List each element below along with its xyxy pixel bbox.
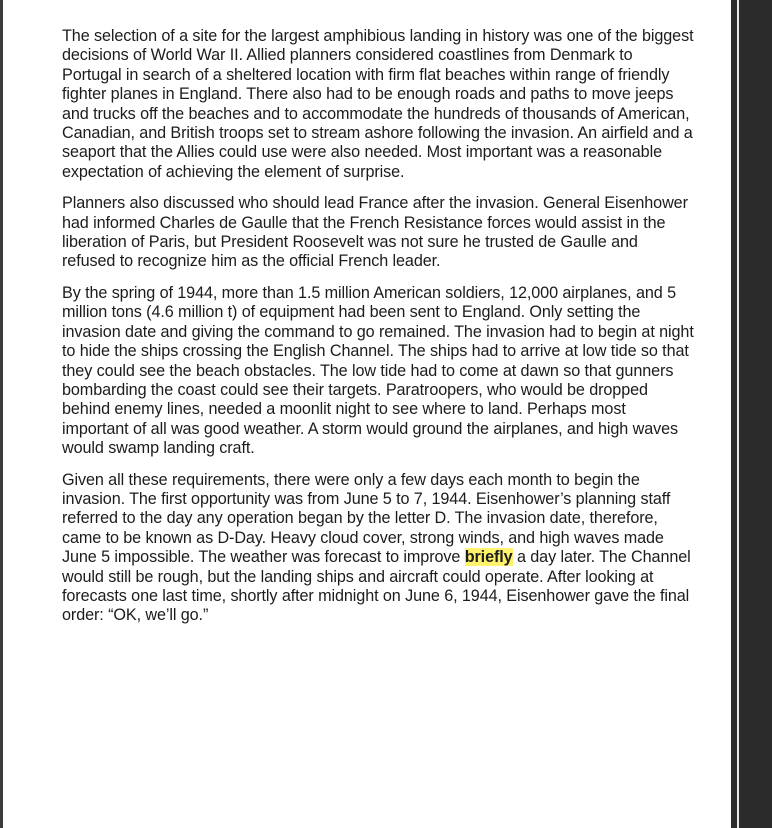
paragraph-site-selection: The selection of a site for the largest amphibious landing in history was one of the biggest decisions of World War II. Allied planners considered coastlines from Denmark to Portugal in search of a sheltered location with firm flat beaches within range of friendly fighter planes in England. There also had to be enough roads and paths to move jeeps and trucks off the beaches and to accommodate the hundreds of thousands of American, Canadian, and British troops set to stream ashore following the invasion. An airfield and a seaport that the Allies could use were also needed. Most important was a reasonable expectation of achieving the element of surprise. <box>62 27 694 181</box>
article-body <box>62 27 694 638</box>
highlighted-word[interactable]: briefly <box>464 548 513 567</box>
paragraph-d-day-order <box>62 471 694 626</box>
paragraph-text-before: Given all these requirements, there were only a few days each month to begin the invasion. The first opportunity was from June 5 to 7, 1944. Eisenhower’s planning staff referred to the day any operation began by the letter D. The invasion date, therefore, came to be known as D-Day. Heavy cloud cover, strong winds, and high waves made June 5 impossible. The weather was forecast to improve <box>62 470 671 567</box>
page-edge <box>0 0 3 828</box>
scrollbar-thumb[interactable] <box>737 0 739 828</box>
paragraph-invasion-requirements: By the spring of 1944, more than 1.5 million American soldiers, 12,000 airplanes, and 5 million tons (4.6 million t) of equipment had been sent to England. Only setting the invasion date and giving the command to go remained. The invasion had to begin at night to hide the ships crossing the English Channel. The ships had to arrive at low tide so that they could see the beach obstacles. The low tide had to come at dawn so that gunners bombarding the coast could see their targets. Paratroopers, who would be dropped behind enemy lines, needed a moonlit night to see where to land. Perhaps most important of all was good weather. A storm would ground the airplanes, and high waves would swamp landing craft. <box>62 283 694 458</box>
paragraph-france-leadership: Planners also discussed who should lead France after the invasion. General Eisenhower had informed Charles de Gaulle that the French Resistance forces would assist in the liberation of Paris, but President Roosevelt was not sure he trusted de Gaulle and refused to recognize him as the official French leader. <box>62 194 688 271</box>
paragraph-text-after: a day later. The Channel would still be rough, but the landing ships and aircraft could operate. After looking at forecasts one last time, shortly after midnight on June 6, 1944, Eisenhower gave the final order: “OK, we’ll go.” <box>62 548 691 625</box>
